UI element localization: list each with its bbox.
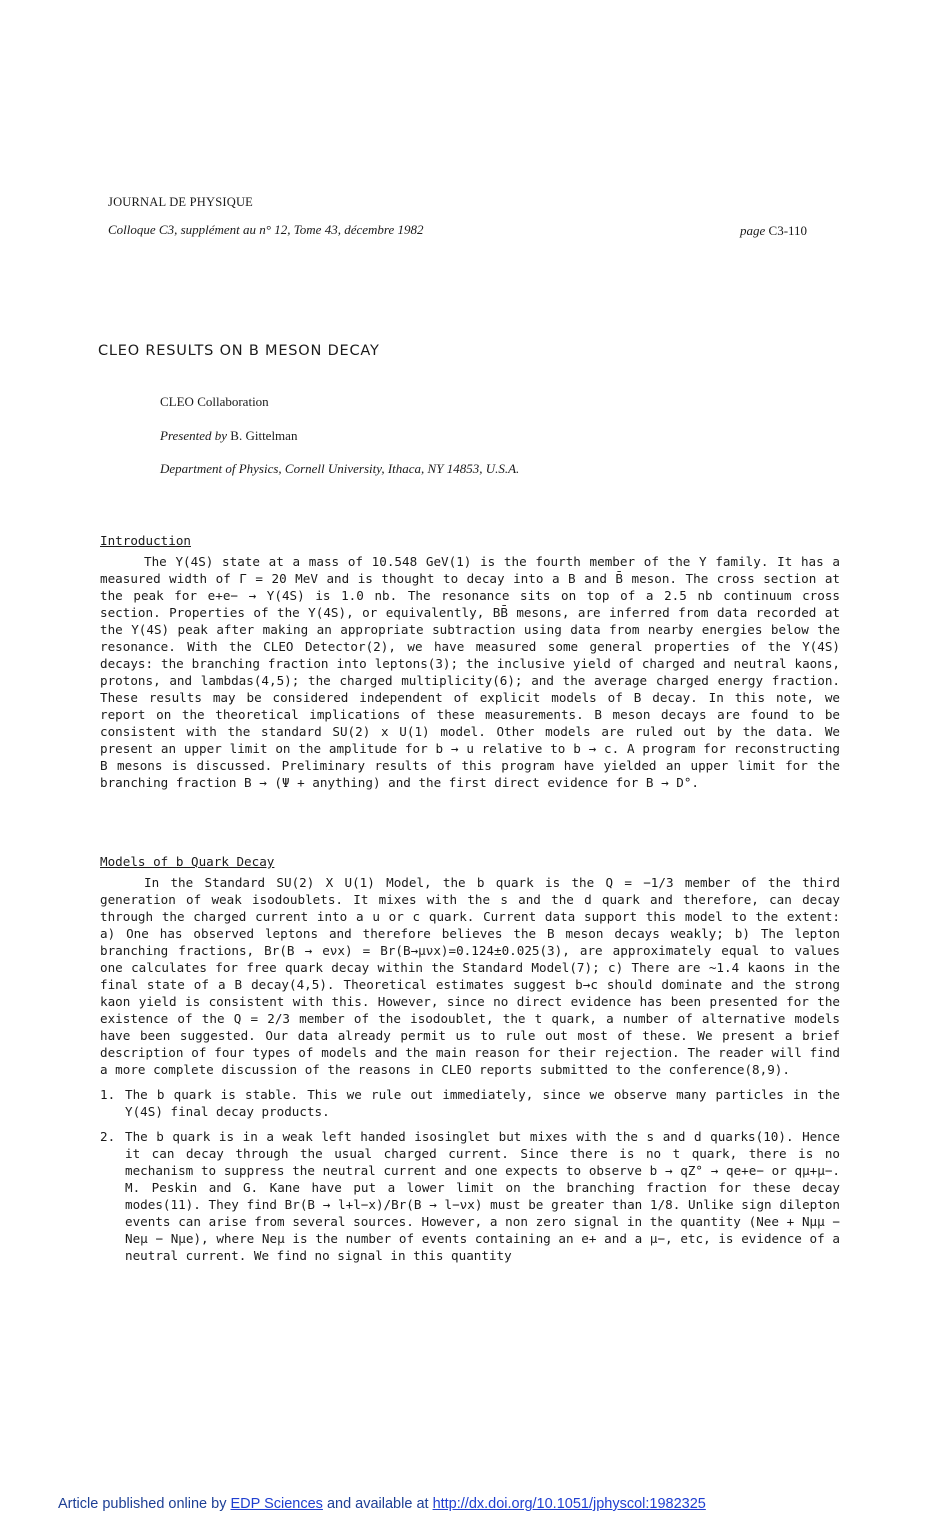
presenter-line [160,428,297,444]
list-number: 1. [100,1087,116,1102]
section-models [100,853,840,1272]
list-item [100,1086,840,1120]
journal-header: JOURNAL DE PHYSIQUE [108,195,254,209]
presented-prefix: Presented by [160,428,228,443]
colloque-line: Colloque C3, supplément au n° 12, Tome 43, décembre 1982 [108,222,424,237]
page-number [740,223,807,239]
section-introduction [100,532,840,791]
paragraph: In the Standard SU(2) X U(1) Model, the b quark is the Q = −1/3 member of the third generation of weak isodoublets. It mixes with the s and the d quark and therefore, can decay through the charged current into a u or c quark. Current data support this model to the extent: a) One has observed leptons and therefore believes the B meson decays weakly; b) The lepton branching fractions, Br(B → eνx) = Br(B→μνx)=0.124±0.025(3), are approximately equal to values one calculates for free quark decay within the Standard Model(7); c) There are ~1.4 kaons in the final state of a B decay(4,5). Theoretical estimates suggest b→c should dominate and the strong kaon yield is consistent with this. However, since no direct evidence has been presented for the existence of the Q = 2/3 member of the isodoublet, the t quark, a number of alternative models have been suggested. Our data already permit us to rule out most of these. We present a brief description of four types of models and the main reason for their rejection. The reader will find a more complete discussion of the reasons in CLEO reports submitted to the conference(8,9). [100,875,840,1077]
paper-title: CLEO RESULTS ON B MESON DECAY [98,343,380,359]
page-prefix: page [740,223,766,238]
list-number: 2. [100,1129,116,1144]
collaboration: CLEO Collaboration [160,394,269,409]
footer [58,1496,706,1512]
section-heading: Models of b Quark Decay [100,854,275,869]
presenter-name: B. Gittelman [230,428,298,443]
footer-mid: and available at [326,1496,429,1512]
footer-pre: Article published online by [58,1496,227,1512]
section-heading: Introduction [100,533,191,548]
list-text: The b quark is stable. This we rule out immediately, since we observe many particles in the Υ(4S) final decay products. [125,1087,840,1119]
list-text: The b quark is in a weak left handed isosinglet but mixes with the s and d quarks(10). Hence it can decay through the usual charged current. Since there is no t quark, there is no mechanism to suppress the neutral current and one expects to observe b → qZ° → qe+e− or qμ+μ−. M. Peskin and G. Kane have put a lower limit on the branching fraction for these decay modes(11). They find Br(B → l+l−x)/Br(B → l−νx) must be greater than 1/8. Unlike sign dilepton events can arise from several sources. However, a non zero signal in the quantity (Nee + Nμμ − Neμ − Nμe), where Neμ is the number of events containing an e+ and a μ−, etc, is evidence of a neutral current. We find no signal in this quantity [125,1129,840,1263]
publisher-link[interactable]: EDP Sciences [230,1496,323,1512]
doi-link[interactable]: http://dx.doi.org/10.1051/jphyscol:1982325 [432,1496,706,1512]
list-item [100,1128,840,1264]
affiliation: Department of Physics, Cornell University, Ithaca, NY 14853, U.S.A. [160,461,520,476]
paragraph: The Υ(4S) state at a mass of 10.548 GeV(1) is the fourth member of the Υ family. It has a measured width of Γ = 20 MeV and is thought to decay into a B and B̄ meson. The cross section at the peak for e+e− → Υ(4S) is 1.0 nb. The resonance sits on top of a 2.5 nb continuum cross section. Properties of the Υ(4S), or equivalently, BB̄ mesons, are inferred from data recorded at the Υ(4S) peak after making an appropriate subtraction using data from nearby energies below the resonance. With the CLEO Detector(2), we have measured some general properties of the Υ(4S) decays: the branching fraction into leptons(3); the inclusive yield of charged and neutral kaons, protons, and lambdas(4,5); the charged multiplicity(6); and the average charged energy fraction. These results may be considered independent of explicit models of B decay. In this note, we report on the theoretical implications of these measurements. B meson decays are found to be consistent with the standard SU(2) x U(1) model. Other models are ruled out by the data. We present an upper limit on the amplitude for b → u relative to b → c. A program for reconstructing B mesons is discussed. Preliminary results of this program have yielded an upper limit for the branching fraction B → (Ψ + anything) and the first direct evidence for B → D°. [100,554,840,790]
page-number-value: C3-110 [768,223,808,238]
model-list [100,1086,840,1264]
